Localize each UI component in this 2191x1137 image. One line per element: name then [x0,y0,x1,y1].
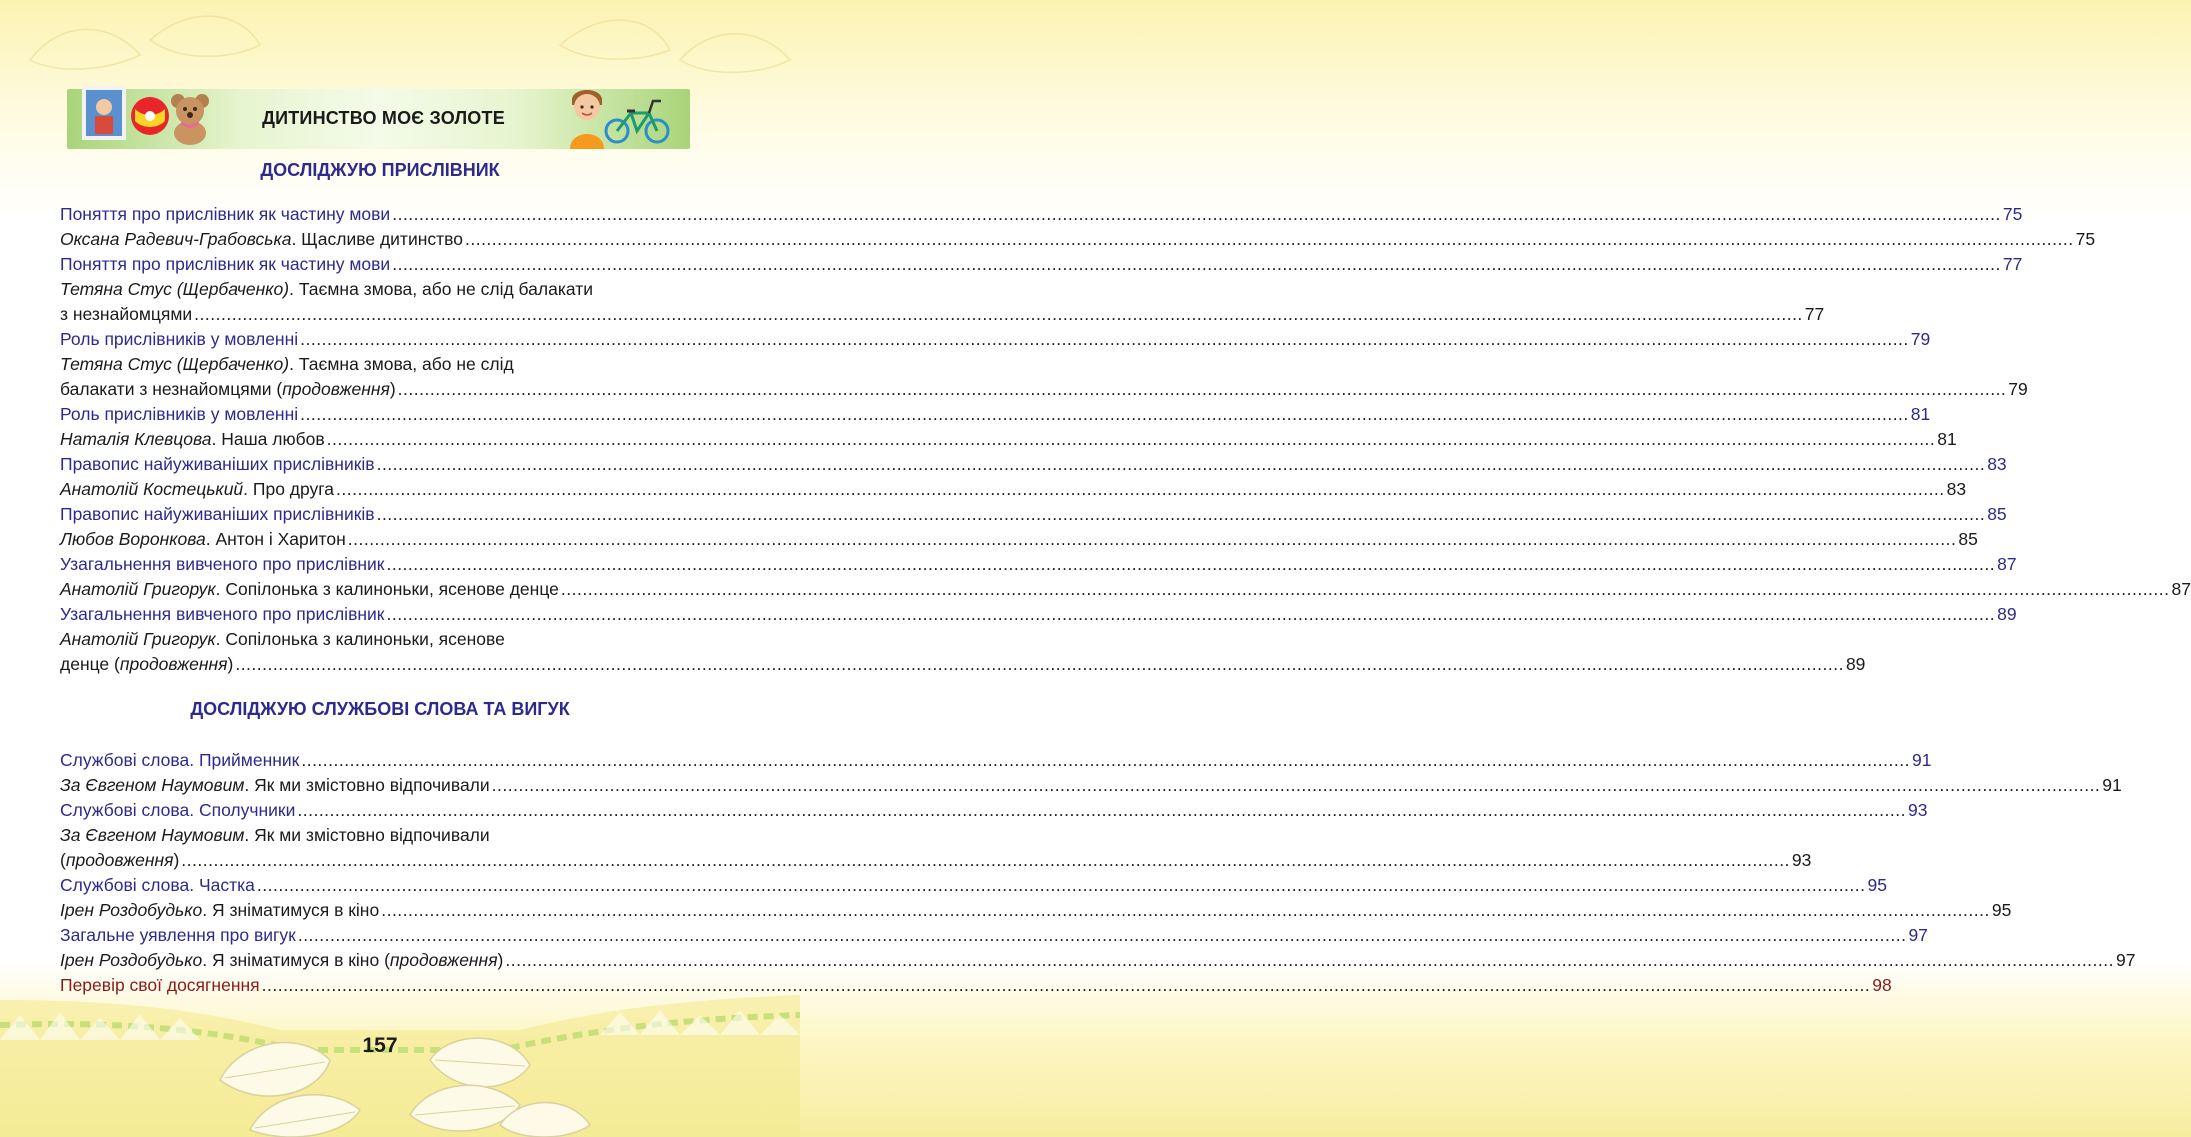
toc-entry-title: За Євгеном Наумовим. Як ми змістовно відпочивали [60,775,490,795]
dot-leader: ............................................................................................................................................................................................................................................................................................................ [392,254,2001,274]
page-number: 157 [362,1034,398,1057]
toc-entry-row [60,923,1928,948]
chapter-banner [67,89,690,149]
toc-entry-title: Узагальнення вивченого про прислівник [60,604,385,624]
toc-entry-page: 83 [1946,479,1967,499]
toc-entry-page: 85 [1958,529,1978,549]
toc-entry-row [60,798,1928,823]
toc-entry-row [60,502,2007,527]
dot-leader: ............................................................................................................................................................................................................................................................................................................ [464,229,2074,249]
toc-entry-continuation: продовження [65,850,174,870]
dot-leader: ............................................................................................................................................................................................................................................................................................................ [300,404,1909,424]
toc-entry-title: Поняття про прислівник як частину мови [60,254,391,274]
teddy-bear-icon [167,91,213,145]
toc-entry-author: Тетяна Стус (Щербаченко) [60,279,290,299]
toc-entry-author: Оксана Радевич-Грабовська [60,229,292,249]
toc-entry-row [60,552,2017,577]
toc-entry-row [60,602,2017,627]
toc-entry-title: (продовження) [60,850,180,870]
toc-entry-row [60,773,2122,798]
bicycle-icon [603,93,671,145]
toc-entry-row [60,973,1892,998]
toc-entry-page: 89 [1845,654,1866,674]
toc-entry-page: 98 [1872,975,1892,995]
toc-entry-page: 93 [1908,800,1928,820]
banner-title: ДИТИНСТВО МОЄ ЗОЛОТЕ [262,108,505,128]
toc-entry-author: Ірен Роздобудько [60,900,203,920]
toc-entry-title: балакати з незнайомцями (продовження) [60,379,396,399]
dot-leader: ............................................................................................................................................................................................................................................................................................................ [560,579,2170,599]
toc-entry-title: Загальне уявлення про вигук [60,925,296,945]
dot-leader: ............................................................................................................................................................................................................................................................................................................ [235,654,1844,674]
toc-entry-author: Анатолій Григорук [60,629,216,649]
toc-entry-author: За Євгеном Наумовим [60,775,245,795]
toc-entry-page: 75 [2002,204,2023,224]
toc-entry-author: Любов Воронкова [60,529,206,549]
toc-entry-title: Поняття про прислівник як частину мови [60,204,391,224]
toc-entry-title: денце (продовження) [60,654,234,674]
toc-entry[interactable] [60,773,2122,798]
toc-entry-first-line [60,627,673,652]
toc-entry-title: Роль прислівників у мовленні [60,404,299,424]
toc-entry-row [60,252,2023,277]
dot-leader: ............................................................................................................................................................................................................................................................................................................ [505,950,2114,970]
toc-entry-author: Наталія Клевцова [60,429,212,449]
toc-entry-author: Тетяна Стус (Щербаченко) [60,354,290,374]
toc-entry-title: Узагальнення вивченого про прислівник [60,554,385,574]
toc-entry-row [60,477,1967,502]
toc-entry[interactable] [60,552,2017,577]
toc-entry-page: 77 [1804,304,1825,324]
toc-entry-page: 91 [1911,750,1932,770]
dot-leader: ............................................................................................................................................................................................................................................................................................................ [181,850,1790,870]
toc-entry-row [60,327,1931,352]
toc-entry[interactable] [60,227,2096,252]
toc-entry-page: 91 [2102,775,2122,795]
toc-entry[interactable] [60,602,2017,627]
toc-entry-row [60,452,2007,477]
toc-entry-page: 97 [1908,925,1928,945]
toc-entry-title: Правопис найуживаніших прислівників [60,454,375,474]
toc-entry[interactable] [60,748,1932,773]
toc-entry-title: Оксана Радевич-Грабовська. Щасливе дитинство [60,229,463,249]
toc-entry[interactable] [60,202,2023,227]
toc-entry-row [60,577,2191,602]
toc-entry[interactable] [60,277,1825,327]
toc-entry-title: Анатолій Костецький. Про друга [60,479,335,499]
toc-entry-row [60,202,2023,227]
dot-leader: ............................................................................................................................................................................................................................................................................................................ [300,329,1909,349]
toc-entry-page: 79 [1910,329,1931,349]
photo-frame-icon [81,85,127,143]
toc-entry-author: За Євгеном Наумовим [60,825,245,845]
toc-entry-title: Любов Воронкова. Антон і Харитон [60,529,346,549]
toc-entry[interactable] [60,577,2191,602]
toc-entry[interactable] [60,502,2007,527]
toc-entry[interactable] [60,823,1812,873]
toc-entry[interactable] [60,798,1928,823]
toc-entry-row [60,402,1931,427]
toc-entry-title: . Таємна змова, або не слід балакати [289,279,594,299]
toc-entry-title: Правопис найуживаніших прислівників [60,504,375,524]
toc-entry-author: Анатолій Григорук [60,579,216,599]
dot-leader: ............................................................................................................................................................................................................................................................................................................ [392,204,2001,224]
toc-entry-page: 75 [2075,229,2096,249]
dot-leader: ............................................................................................................................................................................................................................................................................................................ [397,379,2007,399]
toc-entry-title: . Таємна змова, або не слід [289,354,514,374]
toc-entry-first-line [60,277,673,302]
toc-entry[interactable] [60,948,2136,973]
dot-leader: ............................................................................................................................................................................................................................................................................................................ [301,750,1910,770]
toc-entry-row [60,948,2136,973]
toc-entry-first-line [60,352,673,377]
toc-entry-row [60,873,1887,898]
toc-entry-title: Ірен Роздобудько. Я зніматимуся в кіно [60,900,380,920]
dot-leader: ............................................................................................................................................................................................................................................................................................................ [376,454,1986,474]
toc-entry[interactable] [60,527,1978,552]
dot-leader: ............................................................................................................................................................................................................................................................................................................ [256,875,1866,895]
toc-entry-page: 95 [1867,875,1887,895]
toc-entry[interactable] [60,352,2028,402]
section-title-function-words: ДОСЛІДЖУЮ СЛУЖБОВІ СЛОВА ТА ВИГУК [190,699,570,719]
toc-entry-continuation: продовження [119,654,228,674]
toc-entry-page: 77 [2002,254,2023,274]
toc-entry-page: 95 [1991,900,2012,920]
toc-entry-page: 87 [1997,554,2017,574]
toc-entry-page: 93 [1791,850,1812,870]
toc-entry-row [60,898,2012,923]
toc-section-function-words [60,748,2136,998]
toc-entry-page: 79 [2008,379,2028,399]
toc-entry-author: Ірен Роздобудько [60,950,203,970]
toc-entry-title: . Сопілонька з калиноньки, ясенове [215,629,505,649]
dot-leader: ............................................................................................................................................................................................................................................................................................................ [194,304,1803,324]
toc-entry-title: Службові слова. Прийменник [60,750,300,770]
dot-leader: ............................................................................................................................................................................................................................................................................................................ [297,925,1907,945]
dot-leader: ............................................................................................................................................................................................................................................................................................................ [347,529,1957,549]
toc-entry[interactable] [60,627,1866,677]
toc-entry-title: Перевір свої досягнення [60,975,260,995]
dot-leader: ............................................................................................................................................................................................................................................................................................................ [326,429,1936,449]
toc-entry-first-line [60,823,673,848]
dot-leader: ............................................................................................................................................................................................................................................................................................................ [336,479,1945,499]
toc-entry-page: 83 [1987,454,2007,474]
toc-entry-page: 81 [1910,404,1931,424]
toc-entry-page: 87 [2171,579,2191,599]
dot-leader: ............................................................................................................................................................................................................................................................................................................ [386,554,1996,574]
toc-entry[interactable] [60,402,1931,427]
toc-entry-title: Роль прислівників у мовленні [60,329,299,349]
toc-entry-row [60,377,2028,402]
toc-entry-row [60,848,1812,873]
toc-entry-title: Анатолій Григорук. Сопілонька з калиноньки, ясенове денце [60,579,559,599]
toc-entry-page: 97 [2116,950,2136,970]
dot-leader: ............................................................................................................................................................................................................................................................................................................ [386,604,1996,624]
toc-entry[interactable] [60,477,1967,502]
toc-entry-title: Службові слова. Частка [60,875,255,895]
dot-leader: ............................................................................................................................................................................................................................................................................................................ [376,504,1986,524]
toc-entry-author: Анатолій Костецький [60,479,244,499]
toc-entry[interactable] [60,898,2012,923]
toc-entry-continuation: продовження [389,950,498,970]
toc-entry[interactable] [60,427,1957,452]
toc-entry[interactable] [60,252,2023,277]
toc-entry-continuation: продовження [282,379,390,399]
toc-entry-row [60,427,1957,452]
toc-entry-row [60,652,1866,677]
toc-entry-row [60,527,1978,552]
toc-entry[interactable] [60,873,1887,898]
dot-leader: ............................................................................................................................................................................................................................................................................................................ [381,900,1990,920]
toc-entry-page: 81 [1937,429,1957,449]
toc-entry-title: . Як ми змістовно відпочивали [244,825,490,845]
toc-entry[interactable] [60,973,1892,998]
dot-leader: ............................................................................................................................................................................................................................................................................................................ [297,800,1906,820]
toc-entry-row [60,302,1825,327]
toc-entry-row [60,748,1932,773]
toc-entry[interactable] [60,327,1931,352]
toc-entry[interactable] [60,452,2007,477]
dot-leader: ............................................................................................................................................................................................................................................................................................................ [491,775,2101,795]
toc-entry-title: Наталія Клевцова. Наша любов [60,429,325,449]
toc-entry[interactable] [60,923,1928,948]
toc-entry-title: Ірен Роздобудько. Я зніматимуся в кіно (продовження) [60,950,504,970]
toc-entry-title: Службові слова. Сполучники [60,800,296,820]
toc-section-adverb [60,202,2191,677]
toc-entry-row [60,227,2096,252]
section-title-adverb: ДОСЛІДЖУЮ ПРИСЛІВНИК [260,160,500,180]
toc-entry-page: 85 [1987,504,2007,524]
dot-leader: ............................................................................................................................................................................................................................................................................................................ [261,975,1871,995]
toc-entry-title: з незнайомцями [60,304,193,324]
toc-entry-page: 89 [1997,604,2017,624]
ball-icon [129,95,171,137]
